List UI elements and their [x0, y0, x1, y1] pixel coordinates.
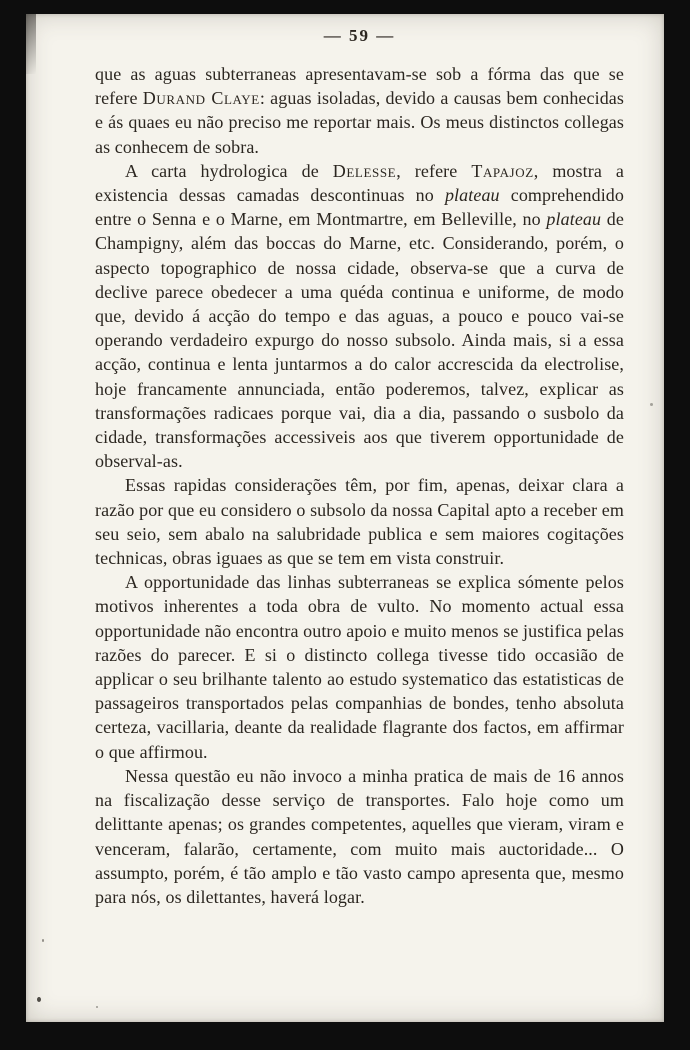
text-run: que as aguas subterraneas apresentavam-se sob a fórma das que se refere — [95, 64, 624, 109]
text-run: Nessa questão eu não invoco a minha pratica de mais de 16 annos na fiscalização desse serviço de transportes. Falo hoje como um delittante apenas; os grandes competentes, aquelles que vieram, viram e venceram, falarão, certamente, com muito mais auctoridade... O assumpto, porém, é tão amplo e tão vasto campo apresenta que, mesmo para nós, os dilettantes, haverá logar. — [95, 765, 624, 907]
page — [26, 14, 664, 1022]
paragraph — [95, 159, 624, 474]
paragraph — [95, 570, 624, 764]
paragraph — [95, 764, 624, 909]
text-run: , refere — [396, 160, 472, 181]
proper-name: Delesse — [332, 160, 397, 181]
scan-speck — [650, 403, 653, 406]
text-run: de Champigny, além das boccas do Marne, etc. Considerando, porém, o aspecto topographico de nossa cidade, observa-se que a curva de declive parece obedecer a uma quéda continua e uniforme, de modo que, devido á acção do tempo e das aguas, a pouco e pouco vai-se operando verdadeiro expurgo do nosso subsolo. Ainda mais, si a essa acção, continua e lenta juntarmos a do calor accrescida da electrolise, hoje francamente annunciada, então poderemos, talvez, explicar as transformações radicaes porque vai, dia a dia, passando o susbolo da cidade, transformações accessiveis aos que tiverem opportunidade de observal-as. — [95, 209, 624, 472]
text-run: Essas rapidas considerações têm, por fim, apenas, deixar clara a razão por que eu considero o subsolo da nossa Capital apto a receber em seu seio, sem abalo na salubridade publica e sem maiores cogitações technicas, obras iguaes as que se tem em vista construir. — [95, 475, 624, 569]
text-run: comprehendido entre o Senna e o Marne, em Montmartre, em Belleville, no — [95, 185, 624, 230]
italic-term: plateau — [546, 209, 602, 230]
page-body — [95, 62, 624, 909]
italic-term: plateau — [444, 185, 500, 206]
text-run: A carta hydrologica de — [125, 160, 333, 181]
text-run: , mostra a existencia dessas camadas descontinuas no — [95, 160, 624, 206]
paragraph — [95, 473, 624, 570]
scan-speck — [37, 997, 41, 1002]
proper-name: Durand Claye — [142, 88, 260, 109]
scan-speck — [96, 1006, 98, 1008]
text-run: A opportunidade das linhas subterraneas se explica sómente pelos motivos inherentes a toda obra de vulto. No momento actual essa opportunidade não encontra outro apoio e muito menos se justifica pelas razões do parecer. E si o distincto collega tivesse tido occasião de applicar o seu brilhante talento ao estudo systematico das estatisticas de passageiros transportados pelas companhias de bondes, tenho absoluta certeza, vacillaria, deante da realidade flagrante dos factos, em affirmar o que affirmou. — [95, 572, 624, 762]
scan-speck — [42, 939, 44, 942]
proper-name: Tapajoz — [471, 160, 534, 181]
paragraph — [95, 62, 624, 159]
text-run: : aguas isoladas, devido a causas bem conhecidas e ás quaes eu não preciso me reportar mais. Os meus distinctos collegas as conhecem de sobra. — [95, 88, 625, 157]
page-number: — 59 — — [323, 26, 396, 45]
